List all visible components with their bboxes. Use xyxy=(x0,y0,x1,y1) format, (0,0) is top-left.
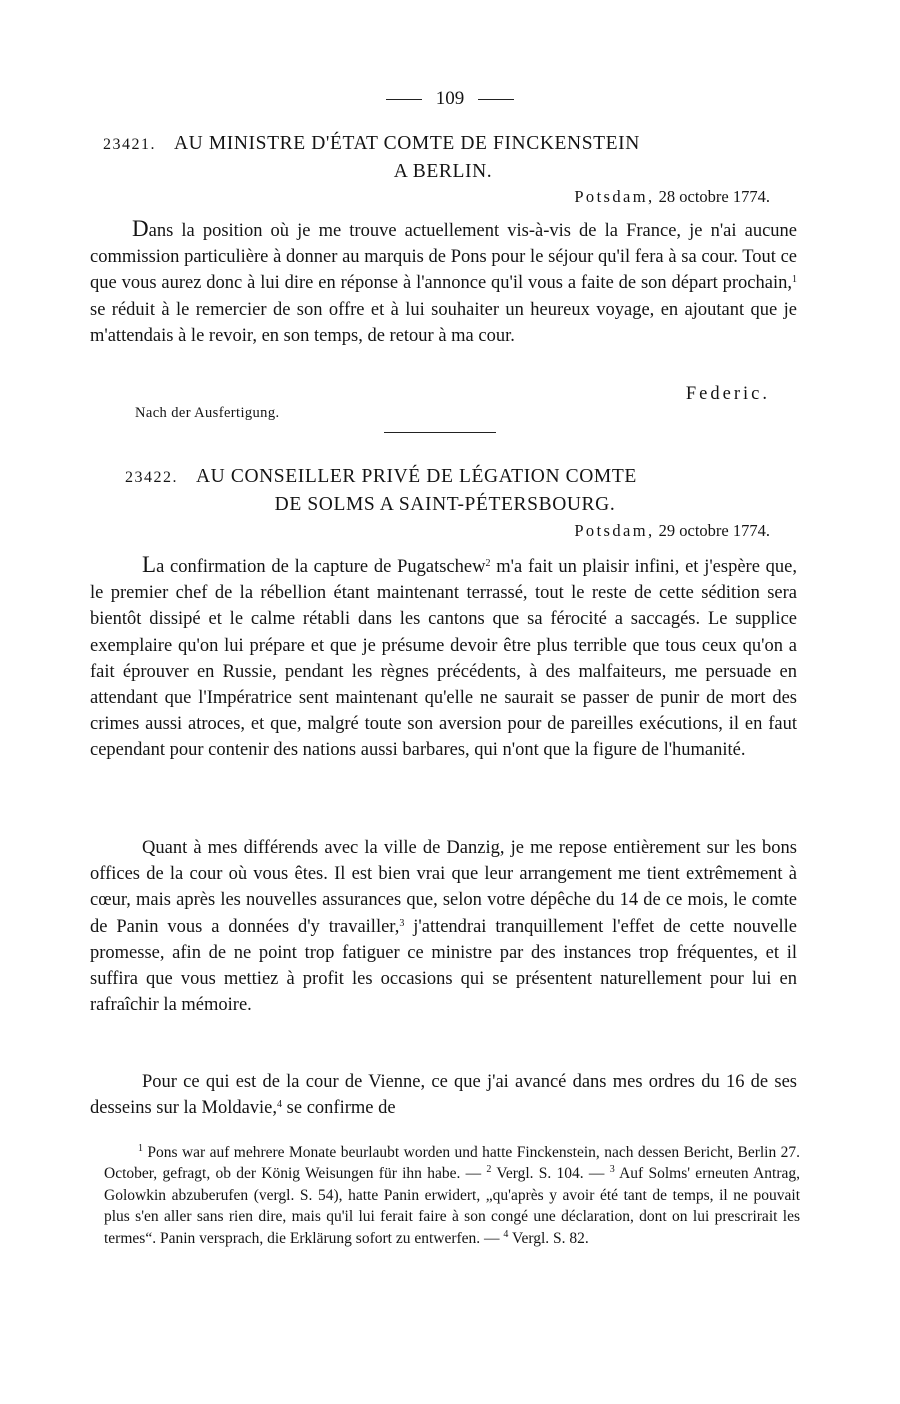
letter-1-title-line-2: A BERLIN. xyxy=(393,161,493,182)
letter-1-source-note: Nach der Ausfertigung. xyxy=(135,405,280,421)
footnote-mark-3: 3 xyxy=(609,1164,615,1176)
letter-2-p1-text-b: m'a fait un plaisir infini, et j'espère que, le premier chef de la rébellion étant maintenant terrassé, tout le reste de cette sédition sera bientôt dissipé et le calme rétabli dans les cantons que sa férocité a saccagés. Le supplice exemplaire qu'on lui prépare et que je présume devoir être plus terrible que tous ceux qu'on a fait éprouver en Russie, pendant les règnes précédents, à des malfaiteurs, me persuade en attendant que l'Impératrice sent maintenant qu'elle ne saurait se passer de punir de mort des crimes aussi atroces, et que, malgré toute son aversion pour de pareilles exécutions, il en faut cependant pour contenir des nations aussi barbares, qui n'ont que la figure de l'humanité. xyxy=(90,557,798,761)
header-rule-right xyxy=(478,99,514,100)
letter-1-number: 23421. xyxy=(103,136,156,153)
footnotes xyxy=(104,1142,800,1249)
footnote-1-text: Pons war auf mehrere Monate beurlaubt worden und hatte Finckenstein, nach dessen Bericht, Berlin 27. October, gefragt, ob der König Weisungen für ihn habe. — xyxy=(104,1144,800,1183)
footnote-ref-1: 1 xyxy=(792,274,797,286)
letter-1-text-a: ans la position où je me trouve actuellement vis-à-vis de la France, je n'ai aucune commission particulière à donner au marquis de Pons pour le séjour qu'il fera à sa cour. Tout ce que vous aurez donc à lui dire en réponse à l'annonce qu'il vous a faite de son départ prochain, xyxy=(90,221,797,294)
letter-2-p2-text-a: Quant à mes différends avec la ville de Danzig, je me repose entièrement sur les bons offices de la cour où vous êtes. Il est bien vrai que leur arrangement me tient extrêmement à cœur, mais après les nouvelles assurances que, selon votre dépêche du 14 de ce mois, le comte de Panin vous a données d'y travailler, xyxy=(90,838,797,937)
letter-1-heading xyxy=(103,130,783,185)
letter-2-p1-text-a: a confirmation de la capture de Pugatschew xyxy=(156,557,486,577)
letter-1-body xyxy=(90,216,797,349)
footnote-3-text: Auf Solms' erneuten Antrag, Golowkin abzuberufen (vergl. S. 54), hatte Panin erwidert, „qu'après y avoir été tant de temps, il ne pouvait plus s'en aller sans rien dire, mais qu'il lui ferait faire à son congé une déclaration, dont on lui prescrirait les termes“. Panin versprach, die Erklärung sofort zu entwerfen. — xyxy=(104,1165,800,1247)
footnote-mark-2: 2 xyxy=(486,1164,492,1176)
letter-2-paragraph-1 xyxy=(90,552,797,764)
letter-1-title-line-1: AU MINISTRE D'ÉTAT COMTE DE FINCKENSTEIN xyxy=(174,133,640,154)
letter-2-p3-text-a: Pour ce qui est de la cour de Vienne, ce que j'ai avancé dans mes ordres du 16 de ses desseins sur la Moldavie, xyxy=(90,1072,797,1119)
letter-2-number: 23422. xyxy=(125,469,178,486)
footnote-mark-4: 4 xyxy=(503,1228,509,1240)
footnote-ref-2: 2 xyxy=(485,558,491,569)
letter-1-text-b: se réduit à le remercier de son offre et à lui souhaiter un heureux voyage, en ajoutant que je m'attendais à le revoir, en son temps, de retour à ma cour. xyxy=(90,299,797,346)
footnote-ref-4: 4 xyxy=(277,1099,283,1111)
footnote-4-text: Vergl. S. 82. xyxy=(508,1229,589,1247)
header-rule-left xyxy=(386,99,422,100)
page-number: 109 xyxy=(435,88,465,109)
letter-2-paragraph-2 xyxy=(90,835,797,1018)
letter-2-paragraph-3 xyxy=(90,1069,797,1121)
letter-1-date: 28 octobre 1774. xyxy=(658,187,770,206)
letter-2-title-line-2: DE SOLMS A SAINT-PÉTERSBOURG. xyxy=(274,494,616,515)
footnote-2-text: Vergl. S. 104. — xyxy=(491,1165,610,1183)
footnote-mark-1: 1 xyxy=(138,1143,143,1154)
letter-1-date-place: Potsdam, xyxy=(574,187,655,206)
letter-1-initial: D xyxy=(132,216,149,241)
letter-2-p3-text-b: se confirme de xyxy=(282,1098,396,1119)
letter-2-initial: L xyxy=(142,552,157,577)
page-header xyxy=(0,88,900,110)
footnote-ref-3: 3 xyxy=(399,917,405,929)
letter-2-dateline xyxy=(574,521,770,541)
letter-1-dateline xyxy=(574,187,770,207)
letter-2-heading xyxy=(125,463,765,518)
letter-2-date: 29 octobre 1774. xyxy=(658,521,770,540)
letter-2-p2-text-b: j'attendrai tranquillement l'effet de cette nouvelle promesse, afin de ne point trop fatiguer ce ministre par des instances trop fréquentes, et il suffira que vous mettiez à profit les occasions qui se présentent naturellement pour lui en rafraîchir la mémoire. xyxy=(90,916,797,1016)
section-divider xyxy=(384,432,496,433)
letter-1-signature: Federic. xyxy=(685,384,770,404)
letter-2-title-line-1: AU CONSEILLER PRIVÉ DE LÉGATION COMTE xyxy=(196,466,637,487)
letter-2-date-place: Potsdam, xyxy=(574,521,655,540)
